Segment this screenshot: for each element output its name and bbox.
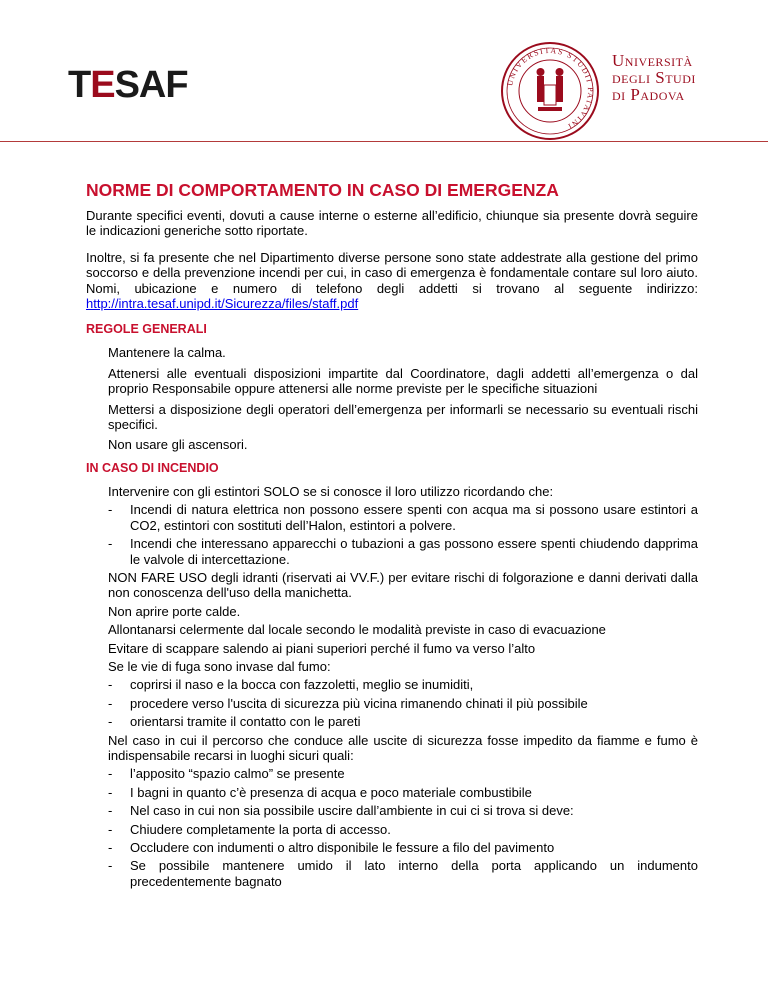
document-body	[86, 180, 698, 892]
dash-item: - I bagni in quanto c’è presenza di acqua e poco materiale combustibile	[108, 785, 698, 800]
fire-rules-list	[108, 484, 698, 889]
university-line-3: di Padova	[612, 85, 685, 104]
intro-paragraph-2	[86, 250, 698, 312]
university-line-2: degli Studi	[612, 68, 696, 87]
dash-item: - orientarsi tramite il contatto con le pareti	[108, 714, 698, 729]
dash-item: - Nel caso in cui non sia possibile uscire dall’ambiente in cui ci si trova si deve:	[108, 803, 698, 818]
dash-item: - l’apposito “spazio calmo” se presente	[108, 766, 698, 781]
list-item: Intervenire con gli estintori SOLO se si conosce il loro utilizzo ricordando che:	[108, 483, 554, 499]
section-heading-fire: IN CASO DI INCENDIO	[86, 460, 219, 475]
list-item: Nel caso in cui il percorso che conduce alle uscite di sicurezza fosse impedito da fiamme e fumo è indispensabile recarsi in luoghi sicuri quali:	[108, 732, 698, 763]
dash-item: - Se possibile mantenere umido il lato interno della porta applicando un indumento precedentemente bagnato	[108, 858, 698, 889]
page-title: NORME DI COMPORTAMENTO IN CASO DI EMERGENZA	[86, 180, 559, 200]
intro-paragraph-1: Durante specifici eventi, dovuti a cause interne o esterne all’edificio, chiunque sia presente dovrà seguire le indicazioni generiche sotto riportate.	[86, 208, 698, 239]
list-item: Se le vie di fuga sono invase dal fumo:	[108, 658, 331, 674]
section-heading-general-rules: REGOLE GENERALI	[86, 322, 207, 337]
list-item: Evitare di scappare salendo ai piani superiori perché il fumo va verso l’alto	[108, 640, 536, 656]
list-item: Mantenere la calma.	[108, 345, 226, 361]
list-item: Non usare gli ascensori.	[108, 437, 248, 453]
tesaf-logo-drawn: TESAF	[68, 64, 188, 106]
list-item: Non aprire porte calde.	[108, 603, 241, 619]
dash-item: - Incendi di natura elettrica non possono essere spenti con acqua ma si possono usare estintori a CO2, estintori con sostituti dell’Halon, estintori a polvere.	[108, 502, 698, 533]
university-line-1: Università	[612, 51, 693, 70]
header-divider	[0, 141, 768, 142]
intro-paragraph-2-text: Inoltre, si fa presente che nel Dipartimento diverse persone sono state addestrate alla gestione del primo soccorso e della prevenzione incendi per cui, in caso di emergenza è fondamentale contare sul loro aiuto. Nomi, ubicazione e numero di telefono degli addetti si trovano al seguente indirizzo:	[86, 249, 698, 296]
general-rules-list	[108, 345, 698, 452]
list-item: Allontanarsi celermente dal locale secondo le modalità previste in caso di evacuazione	[108, 622, 606, 638]
dash-item: - Chiudere completamente la porta di accesso.	[108, 822, 698, 837]
list-item: NON FARE USO degli idranti (riservati ai VV.F.) per evitare rischi di folgorazione e danni derivati dalla non conoscenza dell'uso della manichetta.	[108, 569, 698, 601]
staff-pdf-link[interactable]: http://intra.tesaf.unipd.it/Sicurezza/files/staff.pdf	[86, 296, 359, 312]
dash-item: - procedere verso l'uscita di sicurezza più vicina rimanendo chinati il più possibile	[108, 696, 698, 711]
dash-item: - coprirsi il naso e la bocca con fazzoletti, meglio se inumiditi,	[108, 677, 698, 692]
university-wordmark	[612, 52, 696, 103]
list-item: Mettersi a disposizione degli operatori dell’emergenza per informarli se necessario su eventuali rischi specifici.	[108, 401, 698, 433]
tesaf-logo-accent: E	[90, 64, 115, 106]
dash-item: - Occludere con indumenti o altro disponibile le fessure a filo del pavimento	[108, 840, 698, 855]
seal-text: UNIVERSITAS STUDII PATAVINI	[505, 45, 596, 132]
university-seal-icon	[500, 41, 600, 141]
list-item: Attenersi alle eventuali disposizioni impartite dal Coordinatore, dagli addetti all’emergenza o dal proprio Responsabile oppure attenersi alle norme previste per le specifiche situazioni	[108, 365, 698, 397]
dash-item: - Incendi che interessano apparecchi o tubazioni a gas possono essere spenti chiudendo dapprima le valvole di intercettazione.	[108, 536, 698, 567]
